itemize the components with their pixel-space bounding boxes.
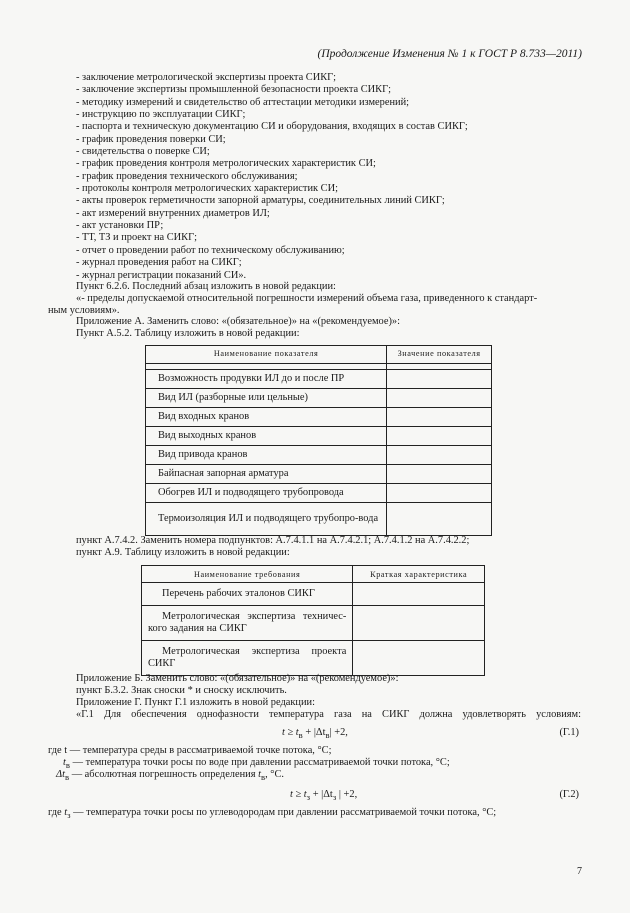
table-cell: Термоизоляция ИЛ и подводящего трубопро-вода xyxy=(146,503,387,536)
table-cell-value xyxy=(387,503,492,536)
equation-number-g1: (Г.1) xyxy=(559,727,579,738)
table-cell: Вид входных кранов xyxy=(146,408,387,427)
table-cell-value xyxy=(387,446,492,465)
appendix-b-note: Приложение Б. Заменить слово: «(обязательное)» на «(рекомендуемое)»: xyxy=(76,673,399,684)
table-row xyxy=(146,370,492,389)
table-header-row xyxy=(142,566,485,583)
paragraph-a-5-2: Пункт А.5.2. Таблицу изложить в новой редакции: xyxy=(76,328,300,339)
documents-list xyxy=(76,72,468,282)
table-row xyxy=(142,583,485,606)
table-cell: Вид выходных кранов xyxy=(146,427,387,446)
paragraph-6-2-6: Пункт 6.2.6. Последний абзац изложить в новой редакции: xyxy=(76,281,336,292)
list-item: - протоколы контроля метрологических характеристик СИ; xyxy=(76,183,338,195)
definition-tv: $t_в$ — температура точки росы по воде при давлении рассматриваемой точки потока, °С; xyxy=(63,757,450,771)
table-cell: Байпасная запорная арматура xyxy=(146,465,387,484)
paragraph-g-1: «Г.1 Для обеспечения однофазности температура газа на СИКГ должна удовлетворять условиям: xyxy=(76,709,581,720)
list-item: - график проведения поверки СИ; xyxy=(76,133,226,145)
table-cell: Обогрев ИЛ и подводящего трубопровода xyxy=(146,484,387,503)
equation-number-g2: (Г.2) xyxy=(559,789,579,800)
definition-t: где t — температура среды в рассматриваемой точке потока, °С; xyxy=(48,745,332,756)
table-row xyxy=(146,503,492,536)
table-header-row xyxy=(146,346,492,364)
table-row xyxy=(146,446,492,465)
requirements-table xyxy=(141,565,485,676)
table-row xyxy=(146,484,492,503)
table-cell-value xyxy=(387,427,492,446)
paragraph-b-3-2: пункт Б.3.2. Знак сноски * и сноску исключить. xyxy=(76,685,287,696)
table-cell: Метрологическая экспертиза проекта СИКГ xyxy=(142,641,353,676)
list-item: - журнал проведения работ на СИКГ; xyxy=(76,257,242,269)
appendix-a-note: Приложение А. Заменить слово: «(обязательное)» на «(рекомендуемое)»: xyxy=(76,316,401,327)
table-row xyxy=(146,408,492,427)
column-header: Значение показателя xyxy=(387,346,492,364)
list-item: - акты проверок герметичности запорной арматуры, соединительных линий СИКГ; xyxy=(76,195,445,207)
list-item: - заключение экспертизы промышленной безопасности проекта СИКГ; xyxy=(76,84,391,96)
appendix-g-note: Приложение Г. Пункт Г.1 изложить в новой редакции: xyxy=(76,697,315,708)
table-cell: Возможность продувки ИЛ до и после ПР xyxy=(146,370,387,389)
column-header: Краткая характеристика xyxy=(353,566,485,583)
table-cell-value xyxy=(353,606,485,641)
table-row xyxy=(142,641,485,676)
page-number: 7 xyxy=(577,866,582,877)
quote-line-2: ным условиям». xyxy=(48,305,120,316)
quote-line-1: «- пределы допускаемой относительной погрешности измерений объема газа, приведенного к стандарт- xyxy=(76,293,538,304)
list-item: - журнал регистрации показаний СИ». xyxy=(76,269,247,281)
table-cell-value xyxy=(353,583,485,606)
table-row xyxy=(146,427,492,446)
table-cell-value xyxy=(387,484,492,503)
list-item: - ТТ, ТЗ и проект на СИКГ; xyxy=(76,232,197,244)
running-header: (Продолжение Изменения № 1 к ГОСТ Р 8.733—2011) xyxy=(317,48,582,60)
list-item: - график проведения контроля метрологических характеристик СИ; xyxy=(76,158,376,170)
indicators-table xyxy=(145,345,492,536)
table-cell-value xyxy=(387,370,492,389)
formula-g2: $t \ge t_з + |\Delta t_з$ | +2, xyxy=(290,789,358,803)
list-item: - паспорта и техническую документацию СИ и оборудования, входящих в состав СИКГ; xyxy=(76,121,468,133)
table-cell: Вид привода кранов xyxy=(146,446,387,465)
list-item: - методику измерений и свидетельство об аттестации методики измерений; xyxy=(76,96,410,108)
table-cell: Метрологическая экспертиза техничес-кого задания на СИКГ xyxy=(142,606,353,641)
table-cell-value xyxy=(387,465,492,484)
table-row xyxy=(146,465,492,484)
table-cell-value xyxy=(353,641,485,676)
table-cell-value xyxy=(387,389,492,408)
list-item: - инструкцию по эксплуатации СИКГ; xyxy=(76,109,246,121)
column-header: Наименование показателя xyxy=(146,346,387,364)
formula-g1: $t \ge t_в + |\Delta t_в| +2$, xyxy=(282,727,348,741)
list-item: - свидетельства о поверке СИ; xyxy=(76,146,210,158)
list-item: - график проведения технического обслуживания; xyxy=(76,170,298,182)
list-item: - акт измерений внутренних диаметров ИЛ; xyxy=(76,207,270,219)
table-cell-value xyxy=(387,408,492,427)
list-item: - акт установки ПР; xyxy=(76,220,164,232)
paragraph-a-9: пункт А.9. Таблицу изложить в новой редакции: xyxy=(76,547,290,558)
table-row xyxy=(142,606,485,641)
table-cell: Вид ИЛ (разборные или цельные) xyxy=(146,389,387,408)
definition-tz: где $t_з$ — температура точки росы по углеводородам при давлении рассматриваемой точки потока, °С; xyxy=(48,807,497,821)
paragraph-a-7-4-2: пункт А.7.4.2. Заменить номера подпунктов: А.7.4.1.1 на А.7.4.2.1; А.7.4.1.2 на А.7.4.2.2; xyxy=(76,535,470,546)
definition-dtv: $\Delta t_в$ — абсолютная погрешность определения $t_в$, °С. xyxy=(56,769,284,783)
table-cell: Перечень рабочих эталонов СИКГ xyxy=(142,583,353,606)
list-item: - отчет о проведении работ по техническому обслуживанию; xyxy=(76,244,345,256)
column-header: Наименование требования xyxy=(142,566,353,583)
list-item: - заключение метрологической экспертизы проекта СИКГ; xyxy=(76,72,337,83)
table-row xyxy=(146,389,492,408)
